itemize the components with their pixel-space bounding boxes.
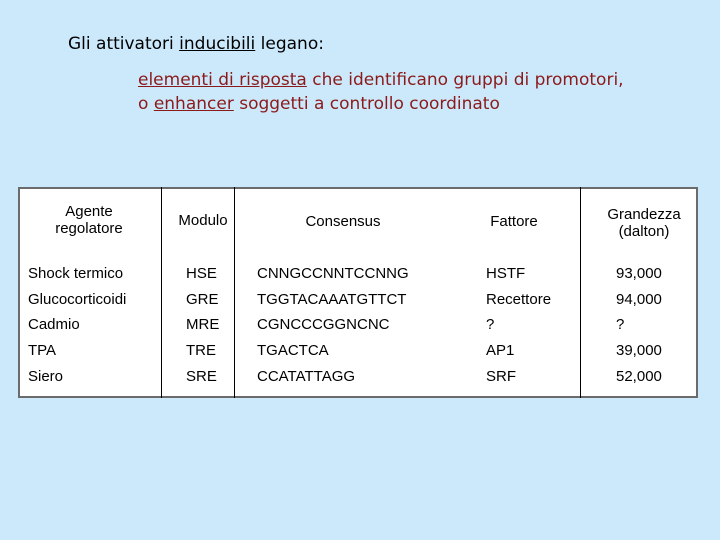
cell-agente: TPA <box>28 342 57 359</box>
cell-consensus: CCATATTAGG <box>257 368 356 385</box>
cell-agente: Shock termico <box>28 265 124 282</box>
header-consensus: Consensus <box>305 213 381 230</box>
cell-modulo: TRE <box>186 342 216 359</box>
cell-modulo: HSE <box>186 265 217 282</box>
cell-fattore: SRF <box>486 368 516 385</box>
heading-line-3 <box>138 94 500 114</box>
heading-underlined-inducibili: inducibili <box>179 34 256 54</box>
column-divider-3 <box>580 187 581 398</box>
cell-consensus: TGACTCA <box>257 342 329 359</box>
heading-line-1 <box>68 34 324 54</box>
cell-modulo: GRE <box>186 291 219 308</box>
heading-line-1-prefix: Gli attivatori <box>68 34 180 54</box>
heading-line-3-prefix: o <box>138 94 154 114</box>
cell-grandezza: 52,000 <box>616 368 662 385</box>
heading-underlined-elementi: elementi di risposta <box>138 70 307 90</box>
heading-line-1-suffix: legano: <box>255 34 324 54</box>
column-divider-1 <box>161 187 162 398</box>
header-agente <box>30 203 148 237</box>
cell-agente: Cadmio <box>28 316 80 333</box>
cell-fattore: ? <box>486 316 495 333</box>
cell-fattore: Recettore <box>486 291 552 308</box>
header-modulo: Modulo <box>178 212 228 229</box>
header-fattore: Fattore <box>490 213 538 230</box>
cell-agente: Glucocorticoidi <box>28 291 127 308</box>
header-grandezza <box>592 206 696 240</box>
heading-underlined-enhancer: enhancer <box>153 94 234 114</box>
heading-line-3-suffix: soggetti a controllo coordinato <box>233 94 500 114</box>
cell-consensus: CGNCCCGGNCNC <box>257 316 390 333</box>
header-grandezza-line-2: (dalton) <box>618 223 670 240</box>
heading-line-2 <box>138 70 624 90</box>
header-agente-line-1: Agente <box>65 203 113 220</box>
header-grandezza-line-1: Grandezza <box>607 206 681 223</box>
cell-grandezza: 94,000 <box>616 291 662 308</box>
heading-line-2-suffix: che identificano gruppi di promotori, <box>306 70 624 90</box>
cell-consensus: CNNGCCNNTCCNNG <box>257 265 409 282</box>
cell-fattore: HSTF <box>486 265 526 282</box>
cell-modulo: MRE <box>186 316 220 333</box>
cell-fattore: AP1 <box>486 342 515 359</box>
cell-consensus: TGGTACAAATGTTCT <box>257 291 407 308</box>
cell-grandezza: 39,000 <box>616 342 662 359</box>
header-agente-line-2: regolatore <box>55 220 123 237</box>
cell-agente: Siero <box>28 368 64 385</box>
cell-modulo: SRE <box>186 368 217 385</box>
cell-grandezza: ? <box>616 316 625 333</box>
cell-grandezza: 93,000 <box>616 265 662 282</box>
